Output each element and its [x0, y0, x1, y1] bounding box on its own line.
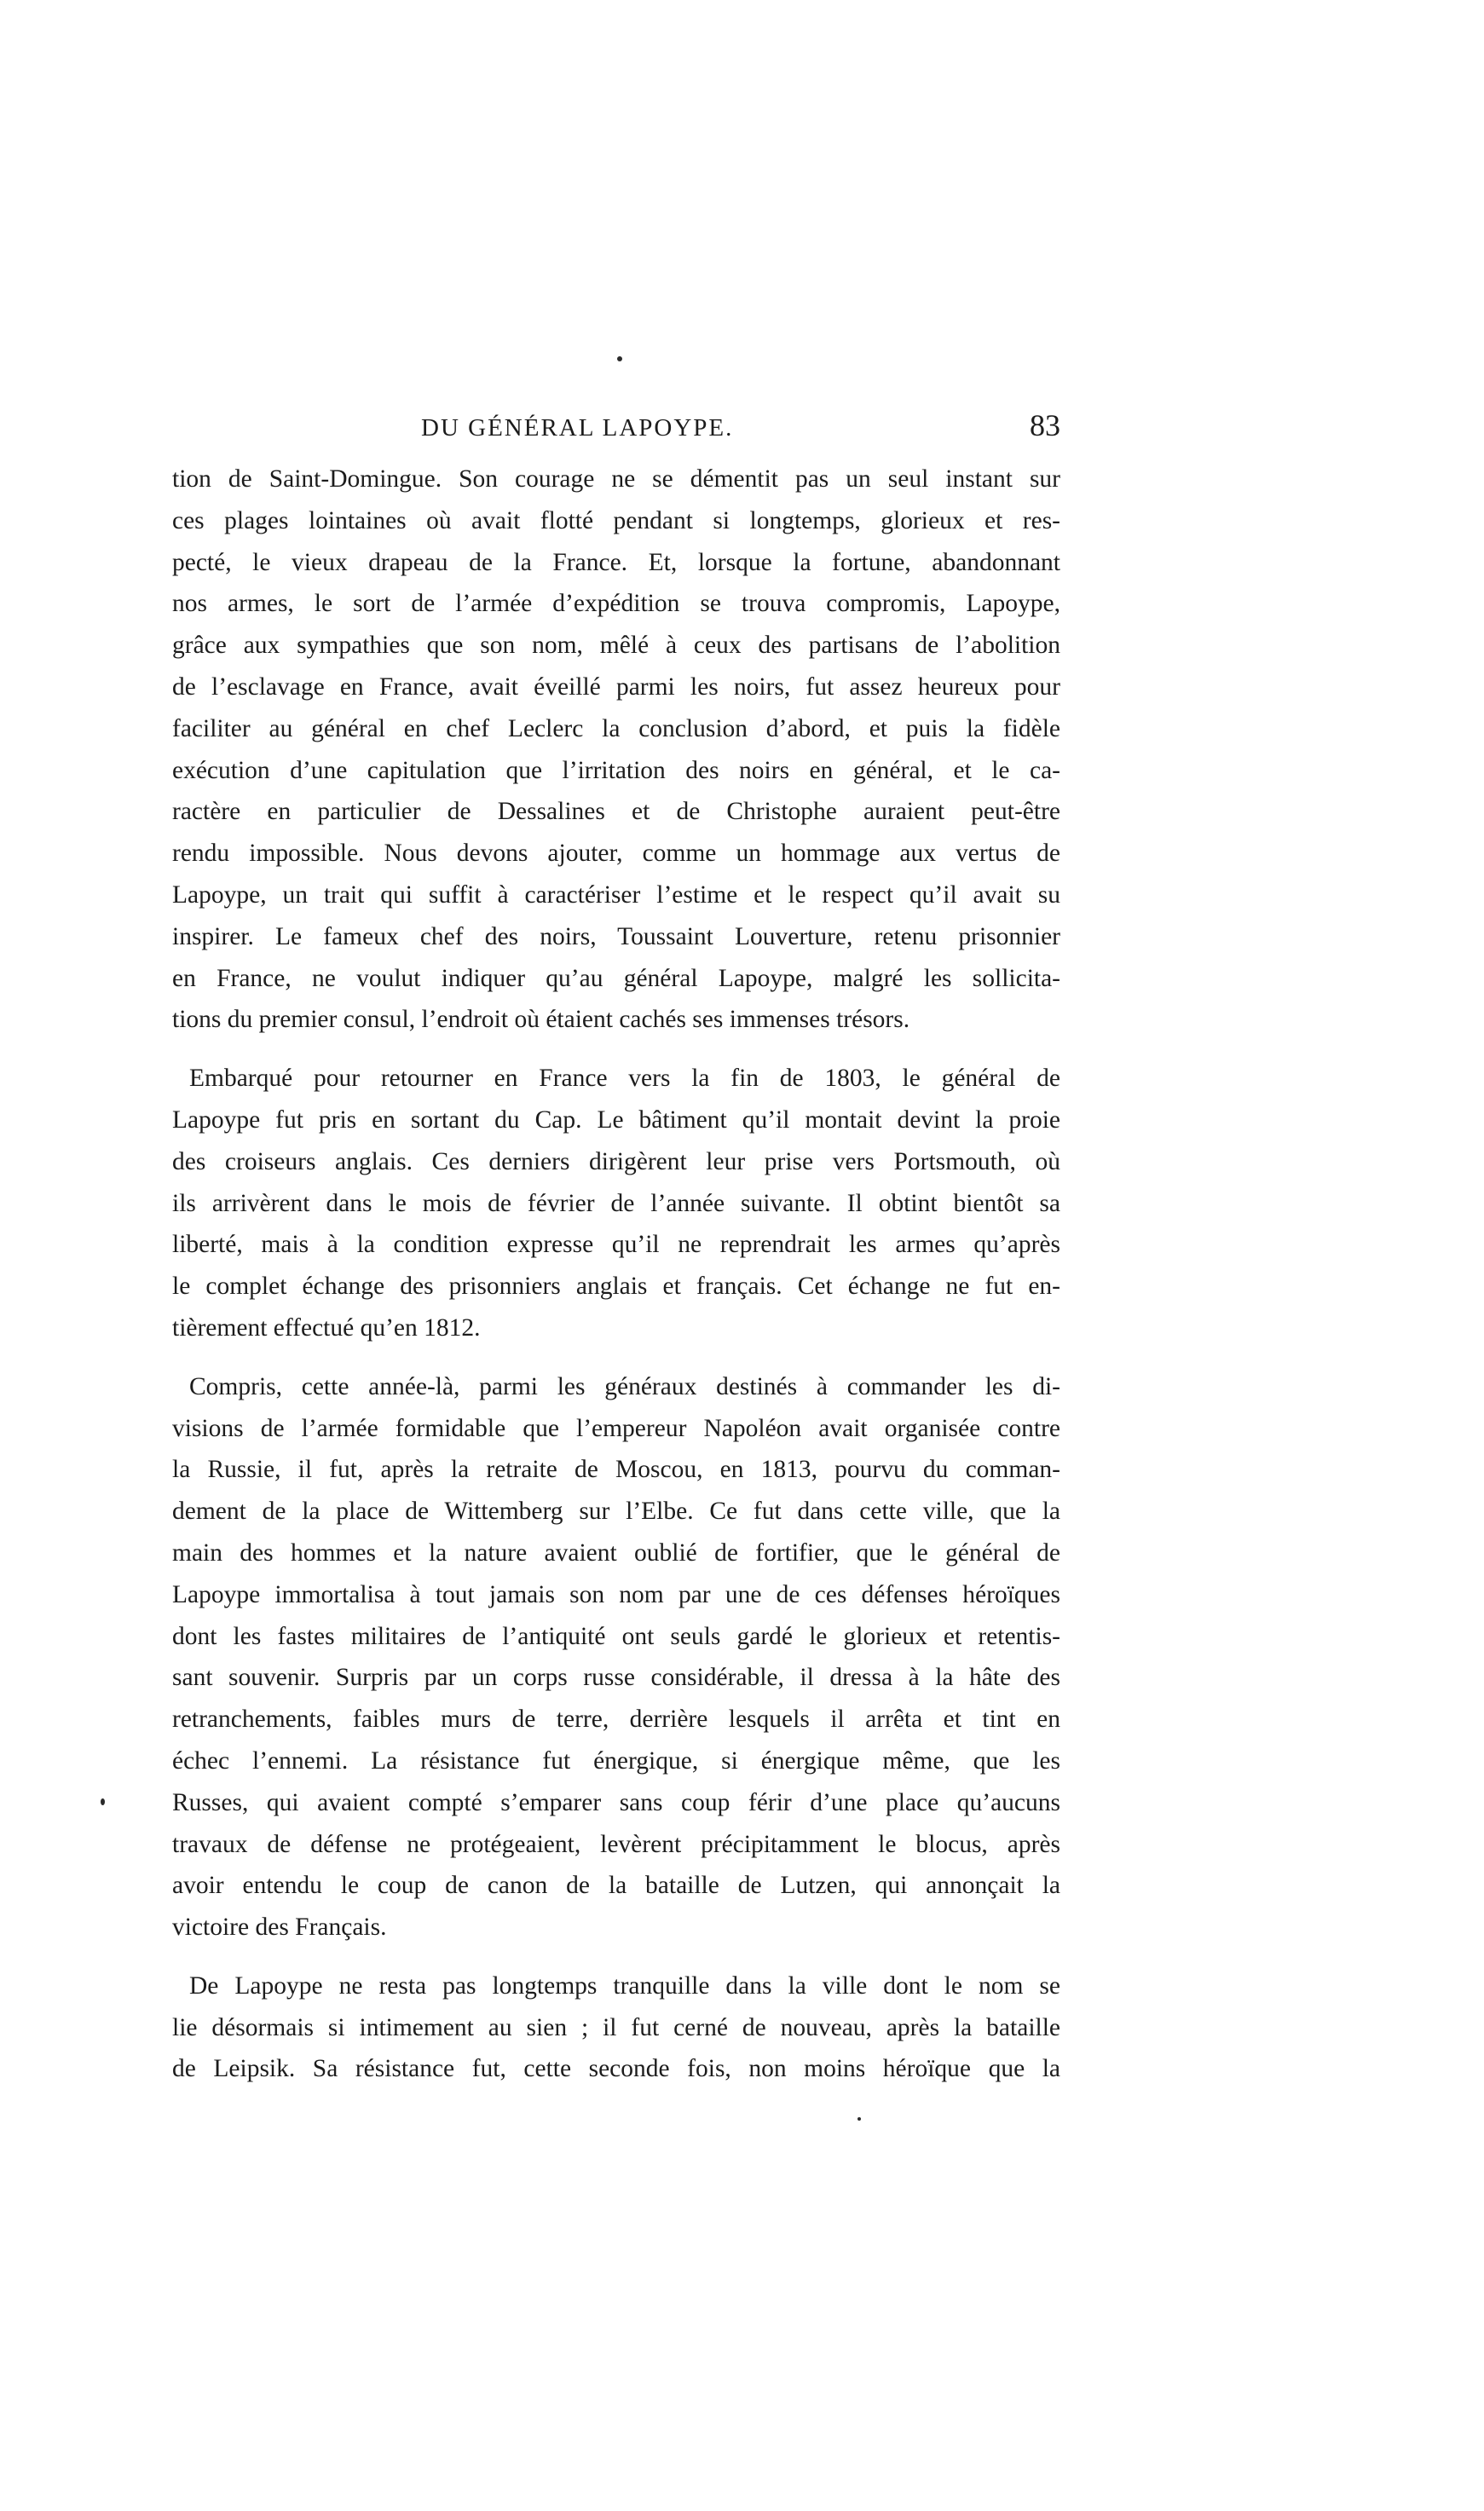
- paragraph: [172, 1058, 1060, 1349]
- running-head: [174, 407, 1060, 459]
- text-line: main des hommes et la nature avaient oublié de fortifier, que le général de: [172, 1538, 1060, 1567]
- text-line: tion de Saint-Domingue. Son courage ne se démentit pas un seul instant sur: [172, 465, 1060, 493]
- scan-speck: [617, 356, 622, 361]
- text-line: pecté, le vieux drapeau de la France. Et, lorsque la fortune, abandonnant: [172, 548, 1060, 576]
- text-line: Compris, cette année-là, parmi les généraux destinés à commander les di-: [189, 1372, 1060, 1400]
- text-line: dement de la place de Wittemberg sur l’Elbe. Ce fut dans cette ville, que la: [172, 1498, 1060, 1526]
- text-line: de Leipsik. Sa résistance fut, cette seconde fois, non moins héroïque que la: [172, 2055, 1060, 2083]
- text-line: Embarqué pour retourner en France vers la fin de 1803, le général de: [189, 1065, 1060, 1093]
- text-line: exécution d’une capitulation que l’irritation des noirs en général, et le ca-: [172, 756, 1060, 784]
- text-line: visions de l’armée formidable que l’empereur Napoléon avait organisée contre: [172, 1414, 1060, 1442]
- body-text: [172, 459, 1060, 2090]
- text-line: victoire des Français.: [172, 1914, 387, 1942]
- text-line: avoir entendu le coup de canon de la bataille de Lutzen, qui annonçait la: [172, 1872, 1060, 1900]
- text-line: Lapoype fut pris en sortant du Cap. Le bâtiment qu’il montait devint la proie: [172, 1105, 1060, 1134]
- paragraph: [172, 459, 1060, 1041]
- text-line: nos armes, le sort de l’armée d’expédition se trouva compromis, Lapoype,: [172, 590, 1060, 618]
- text-line: faciliter au général en chef Leclerc la conclusion d’abord, et puis la fidèle: [172, 714, 1060, 742]
- text-line: de l’esclavage en France, avait éveillé parmi les noirs, fut assez heureux pour: [172, 672, 1060, 701]
- text-line: rendu impossible. Nous devons ajouter, comme un hommage aux vertus de: [172, 840, 1060, 868]
- text-line: sant souvenir. Surpris par un corps russe considérable, il dressa à la hâte des: [172, 1664, 1060, 1692]
- text-line: travaux de défense ne protégeaient, levèrent précipitamment le blocus, après: [172, 1830, 1060, 1858]
- text-line: tions du premier consul, l’endroit où étaient cachés ses immenses trésors.: [172, 1006, 910, 1034]
- text-line: en France, ne voulut indiquer qu’au général Lapoype, malgré les sollicita-: [172, 964, 1060, 992]
- text-line: De Lapoype ne resta pas longtemps tranquille dans la ville dont le nom se: [189, 1971, 1060, 2000]
- paragraph: [172, 1966, 1060, 2090]
- text-line: Lapoype, un trait qui suffit à caractériser l’estime et le respect qu’il avait su: [172, 880, 1060, 909]
- text-line: lie désormais si intimement au sien ; il fut cerné de nouveau, après la bataille: [172, 2013, 1060, 2041]
- running-title: DU GÉNÉRAL LAPOYPE.: [421, 414, 734, 442]
- text-line: tièrement effectué qu’en 1812.: [172, 1313, 481, 1342]
- paragraph: [172, 1366, 1060, 1948]
- text-line: ils arrivèrent dans le mois de février de l’année suivante. Il obtint bientôt sa: [172, 1189, 1060, 1217]
- text-line: ces plages lointaines où avait flotté pendant si longtemps, glorieux et res-: [172, 506, 1060, 534]
- scan-speck: [857, 2117, 861, 2121]
- text-line: inspirer. Le fameux chef des noirs, Toussaint Louverture, retenu prisonnier: [172, 922, 1060, 950]
- text-line: le complet échange des prisonniers anglais et français. Cet échange ne fut en-: [172, 1273, 1060, 1301]
- text-line: échec l’ennemi. La résistance fut énergique, si énergique même, que les: [172, 1746, 1060, 1775]
- text-line: des croiseurs anglais. Ces derniers dirigèrent leur prise vers Portsmouth, où: [172, 1147, 1060, 1175]
- text-line: dont les fastes militaires de l’antiquité ont seuls gardé le glorieux et retentis-: [172, 1622, 1060, 1650]
- page-number: 83: [1030, 408, 1060, 442]
- scan-speck: [101, 1798, 105, 1805]
- text-line: grâce aux sympathies que son nom, mêlé à ceux des partisans de l’abolition: [172, 632, 1060, 660]
- text-line: retranchements, faibles murs de terre, derrière lesquels il arrêta et tint en: [172, 1706, 1060, 1734]
- text-line: Lapoype immortalisa à tout jamais son nom par une de ces défenses héroïques: [172, 1580, 1060, 1608]
- text-line: Russes, qui avaient compté s’emparer sans coup férir d’une place qu’aucuns: [172, 1788, 1060, 1816]
- text-line: ractère en particulier de Dessalines et de Christophe auraient peut-être: [172, 798, 1060, 826]
- text-line: liberté, mais à la condition expresse qu’il ne reprendrait les armes qu’après: [172, 1231, 1060, 1259]
- text-line: la Russie, il fut, après la retraite de Moscou, en 1813, pourvu du comman-: [172, 1456, 1060, 1484]
